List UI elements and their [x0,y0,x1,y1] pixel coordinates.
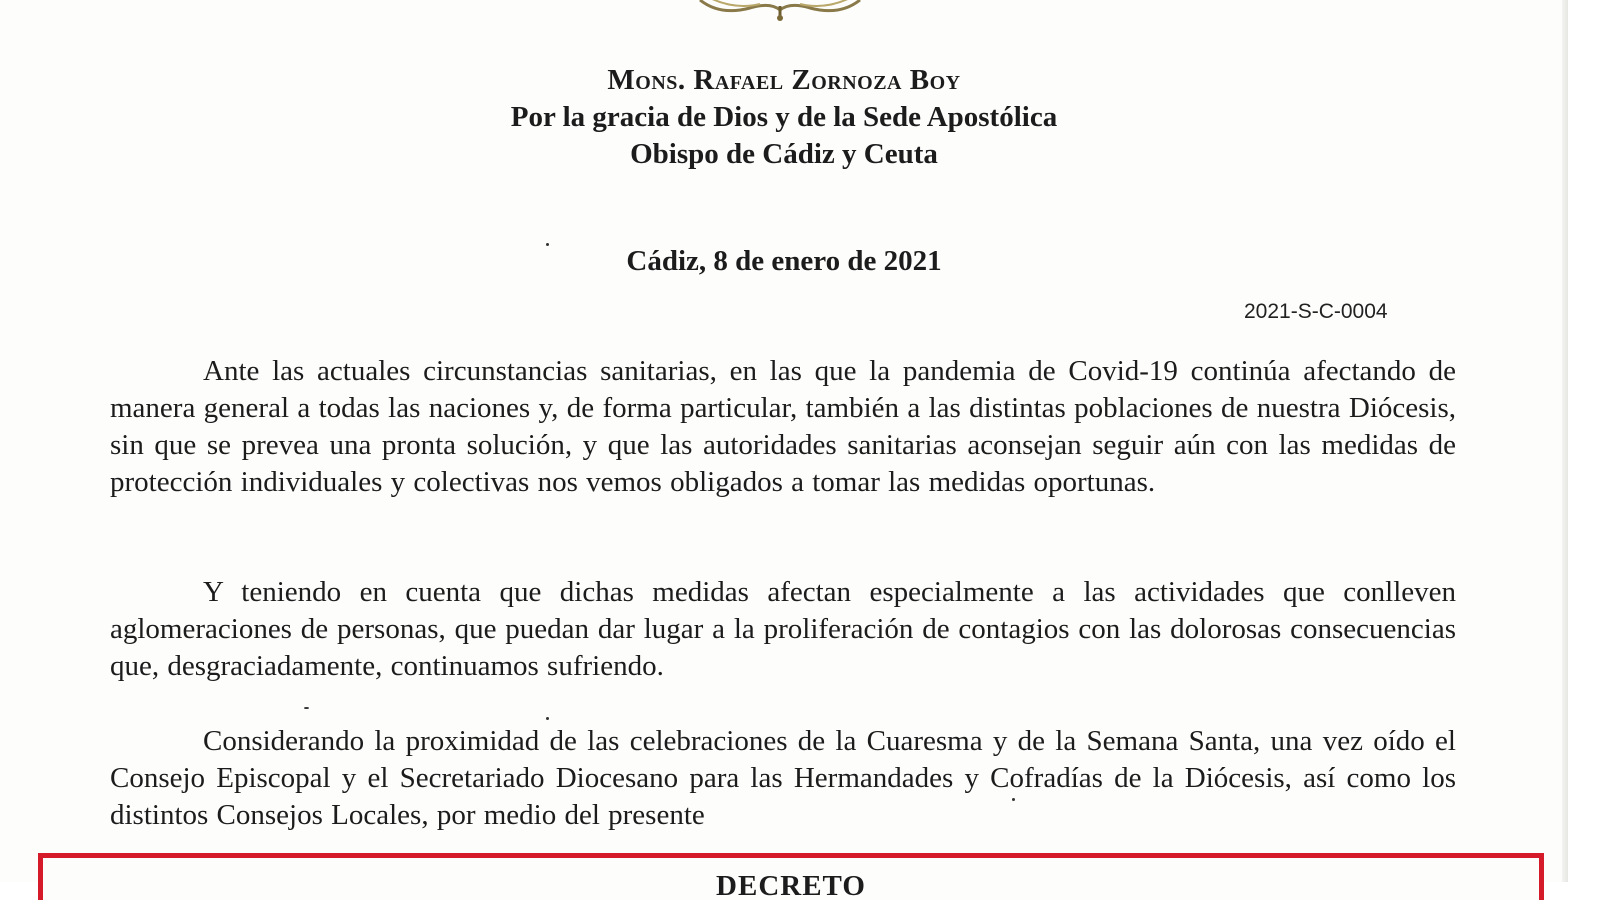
page-edge-shadow [1562,0,1568,882]
episcopal-crest-icon [690,0,870,24]
paragraph-2: Y teniendo en cuenta que dichas medidas afectan especialmente a las actividades que conlleven aglomeraciones de personas, que puedan dar lugar a la proliferación de contagios con las dolorosas consecuencias que, desgraciadamente, continuamos sufriendo. [110,576,1456,682]
document-reference: 2021-S-C-0004 [1244,300,1388,323]
bishop-diocese-line: Obispo de Cádiz y Ceuta [630,138,938,170]
bishop-title-line: Por la gracia de Dios y de la Sede Apostólica [510,101,1058,133]
decree-title: DECRETO [716,870,866,900]
document-date: Cádiz, 8 de enero de 2021 [626,245,942,277]
bishop-name: Mons. Rafael Zornoza Boy [607,64,961,96]
paragraph-3: Considerando la proximidad de las celebraciones de la Cuaresma y de la Semana Santa, una vez oído el Consejo Episcopal y el Secretariado Diocesano para las Hermandades y Cofradías de la Diócesis, así como los distintos Consejos Locales, por medio del presente [110,725,1456,831]
scan-speck [304,707,309,709]
scan-speck [546,717,549,720]
bishop-header [0,62,1568,173]
paragraph-1: Ante las actuales circunstancias sanitarias, en las que la pandemia de Covid-19 continúa afectando de manera general a todas las naciones y, de forma particular, también a las distintas poblaciones de nuestra Diócesis, sin que se prevea una pronta solución, y que las autoridades sanitarias aconsejan seguir aún con las medidas de protección individuales y colectivas nos vemos obligados a tomar las medidas oportunas. [110,355,1456,498]
decree-box [38,853,1544,900]
